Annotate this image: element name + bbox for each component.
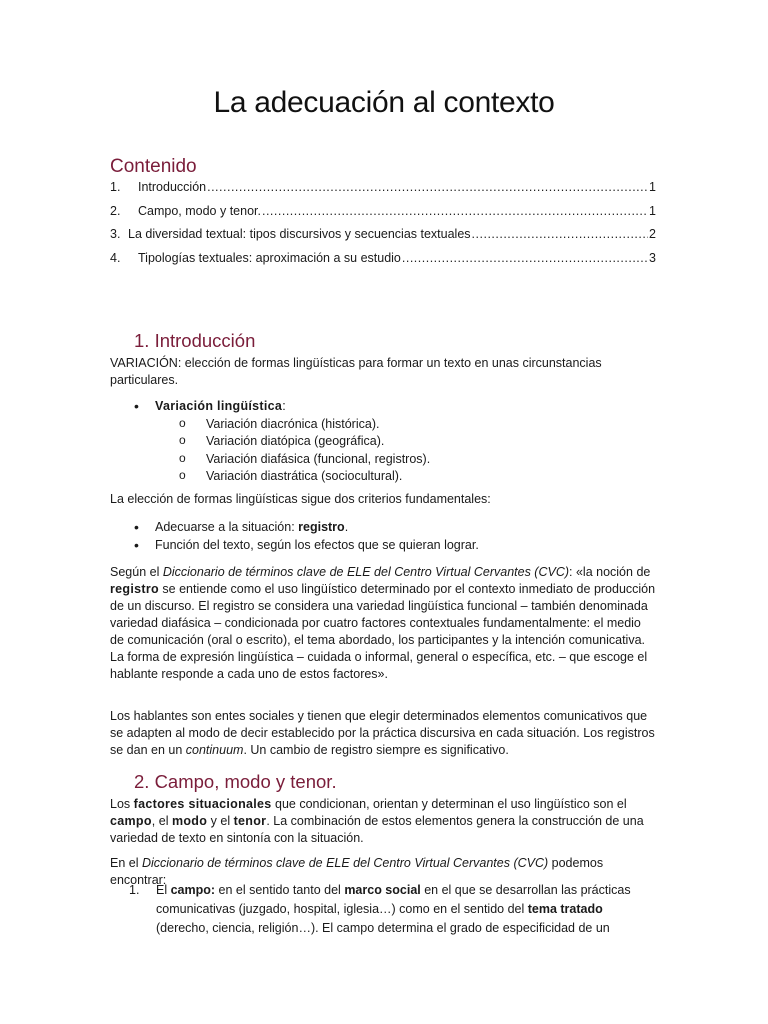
toc-entry-text: Campo, modo y tenor. bbox=[138, 203, 261, 218]
toc-entry-page: 3 bbox=[649, 250, 656, 265]
text-run: En el bbox=[110, 856, 142, 870]
toc-entry-introduccion[interactable] bbox=[110, 180, 656, 204]
bold-factores-situacionales: factores situacionales bbox=[133, 797, 272, 811]
bullet-label: Variación lingüística bbox=[155, 399, 283, 413]
item-number: 1. bbox=[129, 883, 140, 897]
text-run: podemos encontrar: bbox=[110, 856, 604, 887]
bullet-text-end: . bbox=[344, 520, 349, 534]
toc-dot-leader bbox=[472, 227, 649, 241]
sub-item-diacronica: o Variación diacrónica (histórica). bbox=[179, 416, 654, 434]
sub-item-diafasica: o Variación diafásica (funcional, registros). bbox=[179, 451, 654, 469]
toc-entry-text: La diversidad textual: tipos discursivos y secuencias textuales bbox=[128, 227, 471, 241]
text-run: Los hablantes son entes sociales y tienen que elegir determinados elementos comunicativos que se adapten al modo de decir establecido por la práctica discursiva en cada situación. Los registros se dan en un bbox=[110, 709, 655, 757]
section-1-paragraph-4 bbox=[110, 708, 658, 759]
bold-modo: modo bbox=[171, 814, 208, 828]
toc-entry-number: 2. bbox=[110, 203, 121, 218]
criteria-bullet-list bbox=[134, 519, 654, 554]
toc-dot-leader bbox=[402, 251, 648, 265]
text-run: en el sentido tanto del bbox=[215, 883, 345, 897]
toc-dot-leader bbox=[262, 204, 648, 218]
toc-entry-page: 2 bbox=[649, 227, 656, 241]
numbered-item-campo bbox=[129, 881, 657, 938]
variation-bullet-list bbox=[134, 398, 654, 486]
toc-entry-page: 1 bbox=[649, 180, 656, 194]
bold-tema-tratado: tema tratado bbox=[527, 902, 603, 916]
bullet-colon: : bbox=[282, 399, 286, 413]
section-1-paragraph-1: VARIACIÓN: elección de formas lingüísticas para formar un texto en unas circunstancias particulares. bbox=[110, 356, 602, 387]
toc-entry-number: 3. bbox=[110, 227, 121, 241]
toc-entry-tipologias-textuales[interactable] bbox=[110, 251, 656, 275]
text-run: El bbox=[156, 883, 171, 897]
bold-tenor: tenor bbox=[233, 814, 267, 828]
bullet-registro bbox=[134, 519, 654, 537]
text-run: en el que se desarrollan las prácticas comunicativas (juzgado, hospital, iglesia…) como en el sentido del bbox=[156, 883, 631, 916]
sub-item-diatopica: o Variación diatópica (geográfica). bbox=[179, 433, 654, 451]
text-run: . La combinación de estos elementos genera la construcción de una variedad de texto en sintonía con la situación. bbox=[110, 814, 644, 845]
italic-dictionary-title: Diccionario de términos clave de ELE del Centro Virtual Cervantes (CVC) bbox=[162, 565, 570, 579]
variation-sub-list bbox=[179, 416, 654, 486]
section-1-heading: 1. Introducción bbox=[134, 330, 256, 351]
italic-dictionary-title: Diccionario de términos clave de ELE del Centro Virtual Cervantes (CVC) bbox=[141, 856, 549, 870]
bullet-funcion: • Función del texto, según los efectos que se quieran lograr. bbox=[134, 537, 654, 555]
bullet-text: Adecuarse a la situación: bbox=[155, 520, 299, 534]
document-title: La adecuación al contexto bbox=[213, 86, 555, 119]
numbered-list bbox=[129, 881, 657, 938]
toc-entry-diversidad-textual[interactable] bbox=[110, 227, 656, 251]
section-1-paragraph-2: La elección de formas lingüísticas sigue dos criterios fundamentales: bbox=[110, 492, 491, 506]
text-run: (derecho, ciencia, religión…). El campo determina el grado de especificidad de un bbox=[156, 921, 610, 935]
toc-entry-text: Tipologías textuales: aproximación a su estudio bbox=[138, 250, 401, 265]
section-2-paragraph-1 bbox=[110, 796, 658, 847]
text-run: Los bbox=[110, 797, 134, 811]
toc-entry-number: 4. bbox=[110, 250, 121, 265]
italic-continuum: continuum bbox=[185, 743, 244, 757]
bold-marco-social: marco social bbox=[344, 883, 421, 897]
toc-entry-page: 1 bbox=[649, 203, 656, 218]
text-run: que condicionan, orientan y determinan el uso lingüístico son el bbox=[271, 797, 627, 811]
bold-campo: campo: bbox=[170, 883, 216, 897]
text-run: , el bbox=[151, 814, 172, 828]
bold-registro: registro bbox=[110, 582, 159, 596]
table-of-contents bbox=[110, 180, 656, 274]
toc-entry-text: Introducción bbox=[138, 180, 207, 194]
text-run: : «la noción de bbox=[569, 565, 651, 579]
toc-heading: Contenido bbox=[110, 156, 197, 177]
bold-campo: campo bbox=[110, 814, 152, 828]
text-run: Según el bbox=[110, 565, 163, 579]
toc-entry-campo-modo-tenor[interactable] bbox=[110, 204, 656, 228]
toc-entry-number: 1. bbox=[110, 180, 121, 194]
section-2-heading: 2. Campo, modo y tenor. bbox=[134, 771, 337, 792]
text-run: . Un cambio de registro siempre es significativo. bbox=[243, 743, 509, 757]
sub-item-diastratica: o Variación diastrática (sociocultural). bbox=[179, 468, 654, 486]
text-run: y el bbox=[207, 814, 234, 828]
bullet-variacion-linguistica bbox=[134, 398, 654, 486]
section-1-paragraph-3 bbox=[110, 564, 658, 683]
bold-registro: registro bbox=[298, 520, 345, 534]
text-run: se entiende como el uso lingüístico determinado por el contexto inmediato de producción de un discurso. El registro se considera una variedad lingüística funcional – también denominada variedad diafásica – condicionada por cuatro factores contextuales fundamentalmente: el medio de comunicación (oral o escrito), el tema abordado, los participantes y la intención comunicativa. La forma de expresión lingüística – cuidada o informal, general o específica, etc. – que escoge el hablante responde a cada uno de estos factores». bbox=[110, 582, 656, 681]
toc-dot-leader bbox=[207, 180, 648, 194]
